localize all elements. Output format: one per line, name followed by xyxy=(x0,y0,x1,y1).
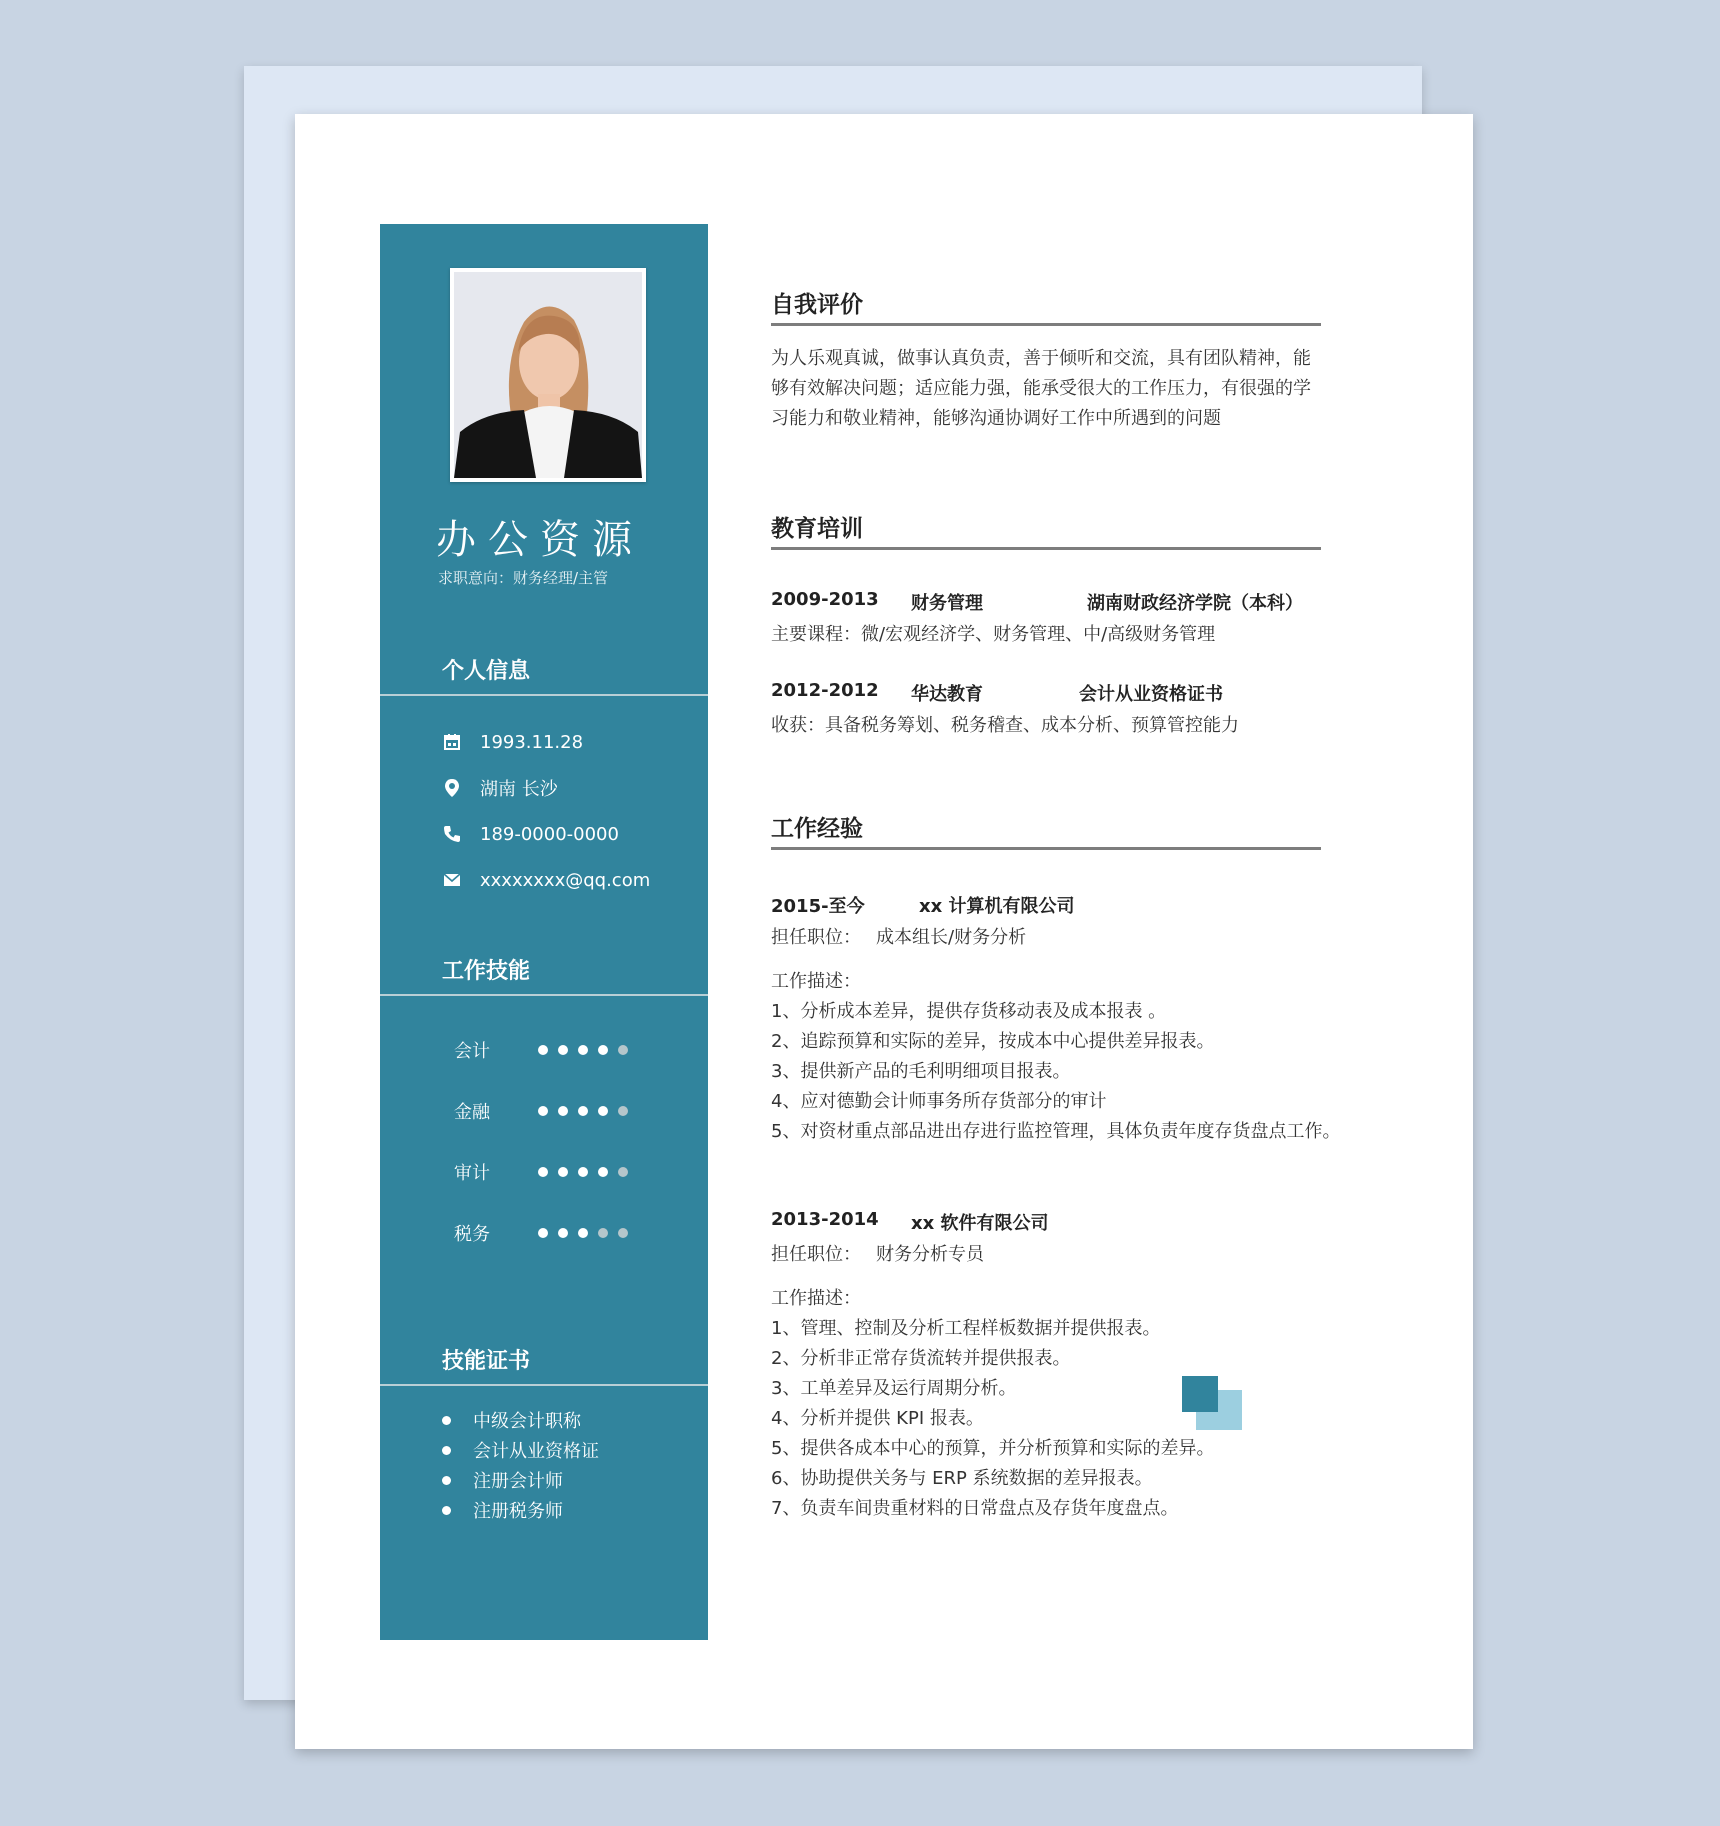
bullet-icon xyxy=(442,1416,451,1425)
rating-dot-filled xyxy=(558,1167,568,1177)
rating-dot-filled xyxy=(558,1045,568,1055)
duty-item: 5、提供各成本中心的预算，并分析预算和实际的差异。 xyxy=(771,1438,1215,1459)
rating-dot-filled xyxy=(538,1228,548,1238)
position-label: 担任职位： xyxy=(771,927,861,948)
education-school: 会计从业资格证书 xyxy=(1079,684,1223,705)
decor-square-dark xyxy=(1182,1376,1218,1412)
education-years: 2012-2012 xyxy=(771,680,879,701)
section-divider xyxy=(771,847,1321,850)
divider xyxy=(380,1384,708,1386)
personal-info-heading: 个人信息 xyxy=(442,659,531,684)
work-company: xx 软件有限公司 xyxy=(911,1213,1049,1234)
rating-dot-filled xyxy=(578,1228,588,1238)
email-row xyxy=(442,867,650,893)
phone-row xyxy=(442,821,619,847)
rating-dot-filled xyxy=(578,1045,588,1055)
education-school: 湖南财政经济学院（本科） xyxy=(1087,593,1303,614)
rating-dot-empty xyxy=(618,1228,628,1238)
certificate-item xyxy=(442,1437,599,1463)
duty-item: 1、分析成本差异，提供存货移动表及成本报表 。 xyxy=(771,1001,1167,1022)
email-address: xxxxxxxx@qq.com xyxy=(480,869,651,891)
birth-date-row xyxy=(442,729,583,755)
duty-item: 3、工单差异及运行周期分析。 xyxy=(771,1378,1017,1399)
certificate-label: 中级会计职称 xyxy=(473,1411,581,1432)
divider xyxy=(380,994,708,996)
duty-item: 4、应对德勤会计师事务所存货部分的审计 xyxy=(771,1091,1107,1112)
work-description-label: 工作描述： xyxy=(771,971,861,992)
duty-item: 2、分析非正常存货流转并提供报表。 xyxy=(771,1348,1071,1369)
divider xyxy=(380,694,708,696)
rating-dot-filled xyxy=(558,1106,568,1116)
certificate-item xyxy=(442,1497,563,1523)
rating-dot-filled xyxy=(598,1106,608,1116)
calendar-icon xyxy=(442,732,462,752)
position-label: 担任职位： xyxy=(771,1244,861,1265)
sidebar xyxy=(380,224,708,1640)
portrait-image xyxy=(454,272,642,478)
duty-item: 2、追踪预算和实际的差异，按成本中心提供差异报表。 xyxy=(771,1031,1215,1052)
rating-dot-filled xyxy=(578,1167,588,1177)
section-divider xyxy=(771,547,1321,550)
bullet-icon xyxy=(442,1476,451,1485)
position-value: 财务分析专员 xyxy=(876,1244,984,1265)
education-detail: 收获：具备税务筹划、税务稽查、成本分析、预算管控能力 xyxy=(771,715,1239,736)
rating-dot-filled xyxy=(578,1106,588,1116)
certificate-item xyxy=(442,1467,563,1493)
self-evaluation-text: 为人乐观真诚，做事认真负责，善于倾听和交流，具有团队精神，能够有效解决问题；适应能力强，能承受很大的工作压力，有很强的学习能力和敬业精神，能够沟通协调好工作中所遇到的问题 xyxy=(771,348,1311,429)
education-major: 华达教育 xyxy=(911,684,983,705)
rating-dot-filled xyxy=(538,1106,548,1116)
duty-item: 7、负责车间贵重材料的日常盘点及存货年度盘点。 xyxy=(771,1498,1179,1519)
work-experience-heading: 工作经验 xyxy=(771,816,863,842)
phone-number: 189-0000-0000 xyxy=(480,823,619,845)
duty-item: 1、管理、控制及分析工程样板数据并提供报表。 xyxy=(771,1318,1161,1339)
certificates-heading: 技能证书 xyxy=(442,1349,531,1374)
work-years: 2013-2014 xyxy=(771,1209,879,1230)
rating-dot-empty xyxy=(618,1167,628,1177)
skill-row xyxy=(454,1219,654,1247)
position-value: 成本组长/财务分析 xyxy=(876,927,1027,948)
main-content xyxy=(708,224,1383,1640)
skill-rating xyxy=(538,1228,628,1238)
skill-rating xyxy=(538,1106,628,1116)
rating-dot-filled xyxy=(538,1045,548,1055)
job-intent: 求职意向：财务经理/主管 xyxy=(438,569,609,587)
profile-photo xyxy=(450,268,646,482)
self-evaluation-heading: 自我评价 xyxy=(771,292,863,318)
rating-dot-empty xyxy=(618,1045,628,1055)
phone-icon xyxy=(442,824,462,844)
education-major: 财务管理 xyxy=(911,593,983,614)
work-description-label: 工作描述： xyxy=(771,1288,861,1309)
work-company: xx 计算机有限公司 xyxy=(919,896,1075,917)
rating-dot-filled xyxy=(558,1228,568,1238)
duty-item: 4、分析并提供 KPI 报表。 xyxy=(771,1408,984,1429)
rating-dot-empty xyxy=(618,1106,628,1116)
skill-rating xyxy=(538,1045,628,1055)
bullet-icon xyxy=(442,1506,451,1515)
duty-item: 6、协助提供关务与 ERP 系统数据的差异报表。 xyxy=(771,1468,1153,1489)
education-heading: 教育培训 xyxy=(771,516,863,542)
duty-item: 3、提供新产品的毛利明细项目报表。 xyxy=(771,1061,1071,1082)
skill-row xyxy=(454,1036,654,1064)
location-pin-icon xyxy=(442,778,462,798)
skill-row xyxy=(454,1158,654,1186)
skill-label: 会计 xyxy=(454,1041,490,1062)
certificate-label: 会计从业资格证 xyxy=(473,1441,599,1462)
certificate-label: 注册税务师 xyxy=(473,1501,563,1522)
birth-date: 1993.11.28 xyxy=(480,731,584,753)
mail-icon xyxy=(442,870,462,890)
certificate-label: 注册会计师 xyxy=(473,1471,563,1492)
skill-label: 税务 xyxy=(454,1224,490,1245)
location-row xyxy=(442,775,558,801)
section-divider xyxy=(771,323,1321,326)
skill-rating xyxy=(538,1167,628,1177)
candidate-name: 办公资源 xyxy=(436,517,644,563)
skill-label: 审计 xyxy=(454,1163,490,1184)
skill-label: 金融 xyxy=(454,1102,490,1123)
bullet-icon xyxy=(442,1446,451,1455)
certificate-item xyxy=(442,1407,581,1433)
rating-dot-empty xyxy=(598,1228,608,1238)
skills-heading: 工作技能 xyxy=(442,959,531,984)
rating-dot-filled xyxy=(598,1167,608,1177)
education-detail: 主要课程：微/宏观经济学、财务管理、中/高级财务管理 xyxy=(771,624,1216,645)
education-years: 2009-2013 xyxy=(771,589,879,610)
rating-dot-filled xyxy=(598,1045,608,1055)
rating-dot-filled xyxy=(538,1167,548,1177)
skill-row xyxy=(454,1097,654,1125)
duty-item: 5、对资材重点部品进出存进行监控管理，具体负责年度存货盘点工作。 xyxy=(771,1121,1341,1142)
work-years: 2015-至今 xyxy=(771,896,865,917)
location: 湖南 长沙 xyxy=(480,779,558,800)
